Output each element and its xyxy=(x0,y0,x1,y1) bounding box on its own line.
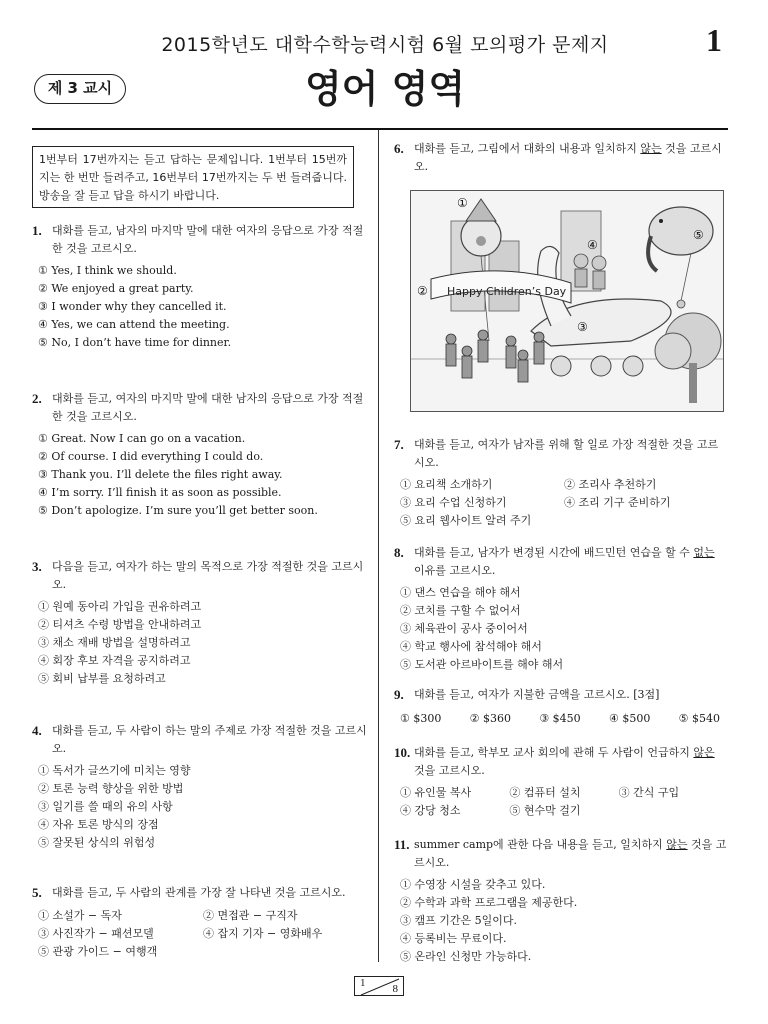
question-3 xyxy=(32,558,368,688)
listening-instructions-box: 1번부터 17번까지는 듣고 답하는 문제입니다. 1번부터 15번까지는 한 번만 들려주고, 16번부터 17번까지는 두 번 들려줍니다. 방송을 잘 듣고 답을 하시기 바랍니다. xyxy=(32,146,354,208)
answer-option[interactable]: ② 조리사 추천하기 xyxy=(564,478,657,491)
column-divider xyxy=(378,130,379,962)
answer-option[interactable]: ① $300 xyxy=(400,711,442,725)
answer-option[interactable]: ④ 잡지 기자 − 영화배우 xyxy=(203,926,323,940)
question-number: 4. xyxy=(32,723,42,738)
answer-option[interactable]: ⑤ 도서관 아르바이트를 해야 해서 xyxy=(400,658,564,671)
banner-text: Happy Children’s Day xyxy=(447,285,567,298)
parade-scene xyxy=(411,191,724,412)
marker-4: ④ xyxy=(587,238,598,252)
question-4 xyxy=(32,722,368,852)
answer-option[interactable]: ③ 체육관이 공사 중이어서 xyxy=(400,622,528,635)
header-divider xyxy=(32,128,728,130)
parade-illustration xyxy=(410,190,724,412)
question-number: 10. xyxy=(394,745,411,760)
answer-option[interactable]: ② 면접관 − 구직자 xyxy=(203,908,298,922)
page-indicator xyxy=(354,976,404,996)
answer-option[interactable]: ① 댄스 연습을 해야 해서 xyxy=(400,586,521,599)
answer-option[interactable]: ⑤ No, I don’t have time for dinner. xyxy=(38,336,232,349)
answer-option[interactable]: ① 수영장 시설을 갖추고 있다. xyxy=(400,878,546,891)
marker-5: ⑤ xyxy=(693,228,704,242)
answer-option[interactable]: ④ $500 xyxy=(608,711,651,725)
question-number: 3. xyxy=(32,559,42,574)
answer-option[interactable]: ③ 일기를 쓸 때의 유의 사항 xyxy=(38,800,173,813)
answer-option[interactable]: ③ 캠프 기간은 5일이다. xyxy=(400,914,517,927)
question-text: 대화를 듣고, 그림에서 대화의 내용과 일치하지 않는 것을 고르시오. xyxy=(414,142,722,173)
question-number: 1. xyxy=(32,223,42,238)
answer-option[interactable]: ④ 자유 토론 방식의 장점 xyxy=(38,818,159,831)
marching-band-icon xyxy=(446,330,544,382)
question-text: 대화를 듣고, 여자가 지불한 금액을 고르시오. [3점] xyxy=(414,688,660,701)
marker-3: ③ xyxy=(577,320,588,334)
answer-option[interactable]: ① 요리책 소개하기 xyxy=(400,478,493,491)
current-page: 1 xyxy=(360,977,366,989)
answer-option[interactable]: ② We enjoyed a great party. xyxy=(38,282,194,295)
answer-option[interactable]: ⑤ 요리 웹사이트 알려 주기 xyxy=(400,514,532,527)
question-9 xyxy=(394,686,728,727)
answer-option[interactable]: ④ Yes, we can attend the meeting. xyxy=(38,318,230,331)
answer-option[interactable]: ③ 요리 수업 신청하기 xyxy=(400,496,507,509)
answer-option[interactable]: ② Of course. I did everything I could do. xyxy=(38,450,264,463)
question-7 xyxy=(394,436,728,530)
question-text: 대화를 듣고, 여자의 마지막 말에 대한 남자의 응답으로 가장 적절한 것을 고르시오. xyxy=(52,392,364,423)
question-8 xyxy=(394,544,728,674)
answer-option[interactable]: ① Yes, I think we should. xyxy=(38,264,177,277)
question-number: 6. xyxy=(394,141,404,156)
question-number: 11. xyxy=(394,837,410,852)
answer-option[interactable]: ⑤ 온라인 신청만 가능하다. xyxy=(400,950,532,963)
answer-option[interactable]: ⑤ 관광 가이드 − 여행객 xyxy=(38,944,158,958)
answer-option[interactable]: ③ Thank you. I’ll delete the files right away. xyxy=(38,468,283,481)
answer-option[interactable]: ③ 간식 구입 xyxy=(618,786,680,799)
answer-option[interactable]: ④ I’m sorry. I’ll finish it as soon as possible. xyxy=(38,486,282,499)
answer-option[interactable]: ⑤ 현수막 걸기 xyxy=(509,804,581,817)
total-pages: 8 xyxy=(392,983,398,995)
period-badge: 제 3 교시 xyxy=(34,74,126,104)
exam-title: 2015학년도 대학수학능력시험 6월 모의평가 문제지 xyxy=(161,34,609,56)
answer-option[interactable]: ② 티셔츠 수령 방법을 안내하려고 xyxy=(38,618,202,631)
question-number: 2. xyxy=(32,391,42,406)
page-number: 1 xyxy=(706,22,722,58)
marker-1: ① xyxy=(457,196,468,210)
answer-option[interactable]: ③ $450 xyxy=(539,711,581,725)
answer-option[interactable]: ④ 학교 행사에 참석해야 해서 xyxy=(400,640,542,653)
answer-option[interactable]: ⑤ Don’t apologize. I’m sure you’ll get better soon. xyxy=(38,504,318,517)
question-number: 7. xyxy=(394,437,404,452)
question-number: 8. xyxy=(394,545,404,560)
answer-option[interactable]: ④ 회장 후보 자격을 공지하려고 xyxy=(38,654,191,667)
answer-option[interactable]: ① 독서가 글쓰기에 미치는 영향 xyxy=(38,764,191,777)
subject-title: 영어 영역 xyxy=(304,67,466,111)
question-text: 대화를 듣고, 두 사람의 관계를 가장 잘 나타낸 것을 고르시오. xyxy=(52,886,346,899)
answer-option[interactable]: ⑤ 잘못된 상식의 위험성 xyxy=(38,836,156,849)
answer-option[interactable]: ④ 강당 청소 xyxy=(400,804,461,817)
question-text: 대화를 듣고, 남자의 마지막 말에 대한 여자의 응답으로 가장 적절한 것을 고르시오. xyxy=(52,224,364,255)
answer-option[interactable]: ② 토론 능력 향상을 위한 방법 xyxy=(38,782,184,795)
answer-option[interactable]: ③ I wonder why they cancelled it. xyxy=(38,300,227,313)
answer-option[interactable]: ② 컴퓨터 설치 xyxy=(509,786,581,799)
answer-option[interactable]: ② 코치를 구할 수 없어서 xyxy=(400,604,521,617)
question-1 xyxy=(32,222,368,352)
question-text: 대화를 듣고, 여자가 남자를 위해 할 일로 가장 적절한 것을 고르시오. xyxy=(414,438,719,469)
marker-2: ② xyxy=(417,284,428,298)
question-6 xyxy=(394,140,728,175)
answer-option[interactable]: ③ 채소 재배 방법을 설명하려고 xyxy=(38,636,191,649)
answer-option[interactable]: ⑤ 회비 납부를 요청하려고 xyxy=(38,672,166,685)
question-number: 5. xyxy=(32,885,42,900)
question-11 xyxy=(394,836,728,966)
question-text: 대화를 듣고, 두 사람이 하는 말의 주제로 가장 적절한 것을 고르시오. xyxy=(52,724,367,755)
answer-option[interactable]: ② $360 xyxy=(469,711,512,725)
question-text: summer camp에 관한 다음 내용을 듣고, 일치하지 않는 것을 고르시오. xyxy=(414,838,727,869)
answer-option[interactable]: ① 소설가 − 독자 xyxy=(38,908,122,922)
question-number: 9. xyxy=(394,687,404,702)
question-10 xyxy=(394,744,728,820)
question-text: 대화를 듣고, 학부모 교사 회의에 관해 두 사람이 언급하지 않은 것을 고르시오. xyxy=(414,746,715,777)
question-2 xyxy=(32,390,368,520)
question-text: 대화를 듣고, 남자가 변경된 시간에 배드민턴 연습을 할 수 없는 이유를 고르시오. xyxy=(414,546,715,577)
question-5 xyxy=(32,884,368,961)
answer-option[interactable]: ④ 등록비는 무료이다. xyxy=(400,932,507,945)
answer-option[interactable]: ② 수학과 과학 프로그램을 제공한다. xyxy=(400,896,578,909)
answer-option[interactable]: ① Great. Now I can go on a vacation. xyxy=(38,432,246,445)
answer-option[interactable]: ① 원예 동아리 가입을 권유하려고 xyxy=(38,600,202,613)
question-text: 다음을 듣고, 여자가 하는 말의 목적으로 가장 적절한 것을 고르시오. xyxy=(52,560,364,591)
answer-option[interactable]: ① 유인물 복사 xyxy=(400,786,472,799)
answer-option[interactable]: ③ 사진작가 − 패션모델 xyxy=(38,926,154,940)
answer-option[interactable]: ⑤ $540 xyxy=(678,711,720,725)
answer-option[interactable]: ④ 조리 기구 준비하기 xyxy=(564,496,671,509)
